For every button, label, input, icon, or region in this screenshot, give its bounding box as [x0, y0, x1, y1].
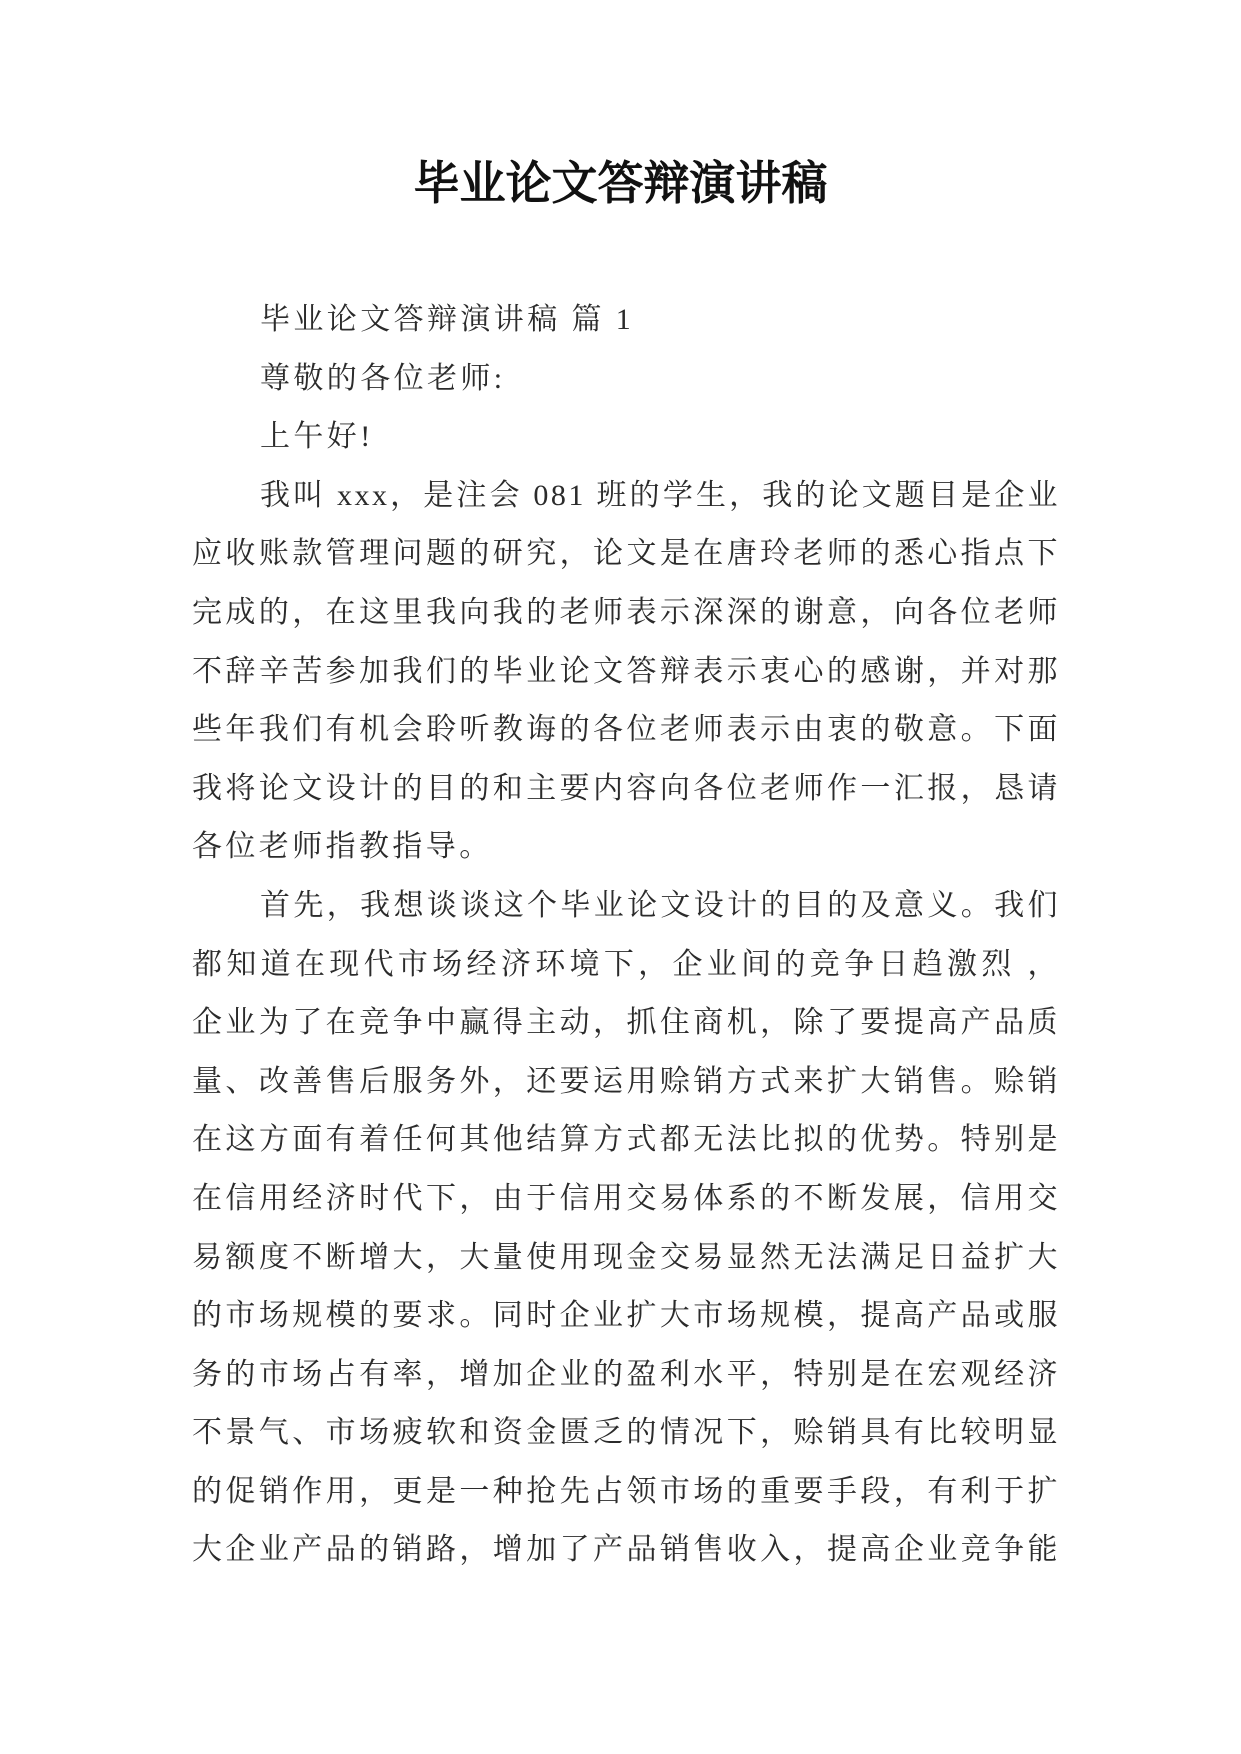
paragraph-line: 企业为了在竞争中赢得主动，抓住商机，除了要提高产品质: [192, 1006, 1060, 1040]
paragraph-line: 的促销作用，更是一种抢先占领市场的重要手段，有利于扩: [192, 1474, 1060, 1508]
paragraph-line: 完成的，在这里我向我的老师表示深深的谢意，向各位老师: [192, 595, 1060, 629]
paragraph-line: 大企业产品的销路，增加了产品销售收入，提高企业竞争能: [192, 1533, 1060, 1567]
paragraph-line: 易额度不断增大，大量使用现金交易显然无法满足日益扩大: [192, 1240, 1060, 1274]
section-heading: 毕业论文答辩演讲稿 篇 1: [260, 303, 635, 336]
paragraph-line: 不辞辛苦参加我们的毕业论文答辩表示衷心的感谢，并对那: [192, 654, 1060, 688]
paragraph-line: 我叫 xxx，是注会 081 班的学生，我的论文题目是企业: [260, 478, 1060, 512]
greeting-line: 上午好!: [260, 420, 374, 454]
paragraph-line: 各位老师指教指导。: [192, 830, 493, 864]
paragraph-line: 都知道在现代市场经济环境下，企业间的竞争日趋激烈 ，: [192, 947, 1060, 981]
paragraph-line: 在信用经济时代下，由于信用交易体系的不断发展，信用交: [192, 1181, 1060, 1215]
introduction-paragraph: [192, 467, 1060, 877]
paragraph-line: 我将论文设计的目的和主要内容向各位老师作一汇报，恳请: [192, 771, 1060, 805]
paragraph-line: 量、改善售后服务外，还要运用赊销方式来扩大销售。赊销: [192, 1064, 1060, 1098]
paragraph-line: 首先，我想谈谈这个毕业论文设计的目的及意义。我们: [260, 888, 1060, 922]
paragraph-line: 在这方面有着任何其他结算方式都无法比拟的优势。特别是: [192, 1123, 1060, 1157]
paragraph-line: 不景气、市场疲软和资金匮乏的情况下，赊销具有比较明显: [192, 1416, 1060, 1450]
salutation-line: 尊敬的各位老师:: [260, 361, 506, 395]
document-title: 毕业论文答辩演讲稿: [413, 158, 828, 209]
document-body: [192, 291, 1060, 1580]
paragraph-line: 务的市场占有率，增加企业的盈利水平，特别是在宏观经济: [192, 1357, 1060, 1391]
paragraph-line: 些年我们有机会聆听教诲的各位老师表示由衷的敬意。下面: [192, 713, 1060, 747]
purpose-paragraph: [192, 877, 1060, 1580]
paragraph-line: 的市场规模的要求。同时企业扩大市场规模，提高产品或服: [192, 1299, 1060, 1333]
paragraph-line: 应收账款管理问题的研究，论文是在唐玲老师的悉心指点下: [192, 537, 1060, 571]
